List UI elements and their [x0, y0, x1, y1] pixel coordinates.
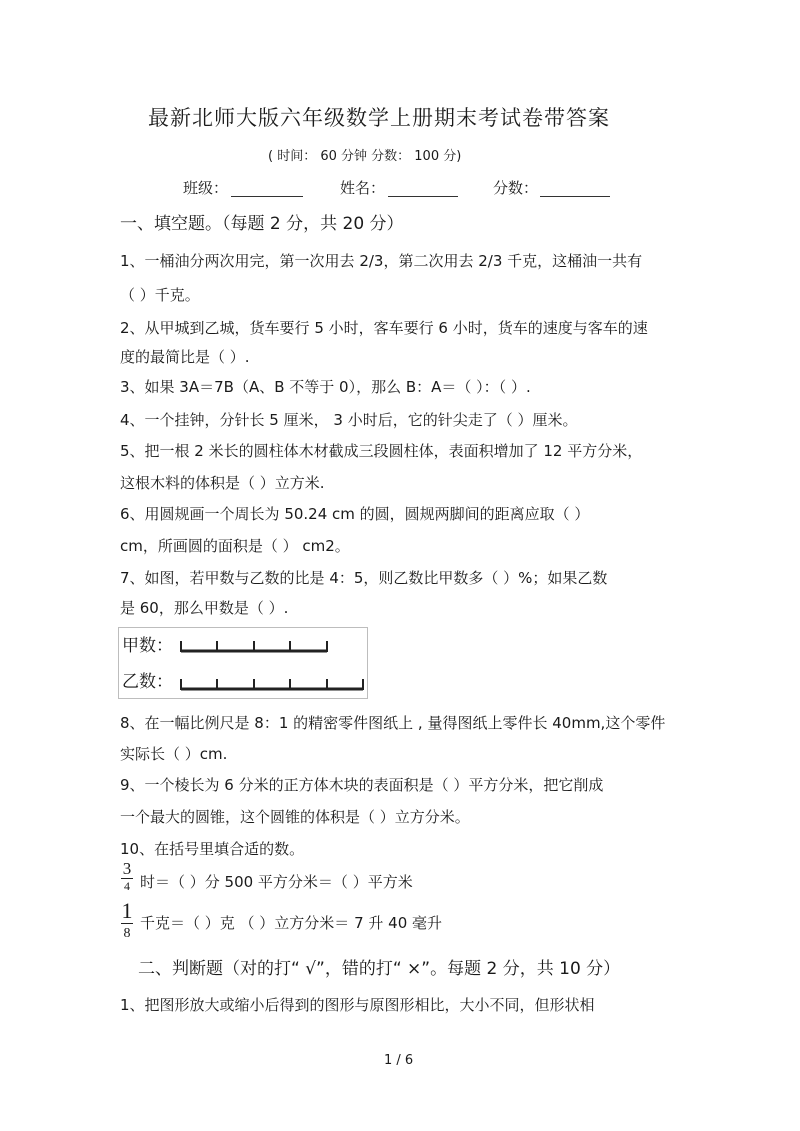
class-label: 班级： [183, 179, 229, 197]
question-9-line-2: 一个最大的圆锥，这个圆锥的体积是（ ）立方分米。 [120, 808, 470, 826]
fraction-three-quarters [120, 861, 134, 892]
section-heading-fill-blank: 一、填空题。（每题 2 分，共 20 分） [120, 214, 404, 234]
section-heading-judgement: 二、判断题（对的打“ √”，错的打“ ×”。每题 2 分，共 10 分） [138, 959, 621, 979]
segment-bar-yi [181, 679, 363, 690]
question-1-line-1: 1、一桶油分两次用完，第一次用去 2/3，第二次用去 2/3 千克，这桶油一共有 [120, 252, 643, 270]
question-2-line-2: 度的最简比是（ ）. [120, 348, 250, 366]
question-4-line-1: 4、一个挂钟，分针长 5 厘米， 3 小时后，它的针尖走了（ ）厘米。 [120, 411, 578, 429]
question-10-line-1: 10、在括号里填合适的数。 [120, 840, 305, 858]
fraction-denominator: 4 [124, 879, 130, 893]
fraction-line [121, 923, 133, 924]
segment-bar-jia [181, 641, 327, 652]
question-5-line-1: 5、把一根 2 米长的圆柱体木材截成三段圆柱体，表面积增加了 12 平方分米， [120, 442, 643, 460]
fraction-numerator: 1 [121, 898, 133, 923]
question-2-line-1: 2、从甲城到乙城，货车要行 5 小时，客车要行 6 小时，货车的速度与客车的速 [120, 319, 648, 337]
segment-label-yi: 乙数： [122, 672, 173, 692]
fraction-denominator: 8 [123, 926, 131, 941]
question-1-line-2: （ ）千克。 [120, 286, 200, 304]
ratio-segment-figure [118, 627, 368, 699]
page-number: 1 / 6 [384, 1053, 414, 1068]
fraction-one-eighth [120, 898, 134, 942]
question-10-row-1-text: 时＝（ ）分 500 平方分米＝（ ）平方米 [140, 873, 413, 891]
fraction-numerator: 3 [122, 859, 132, 878]
class-field[interactable] [231, 182, 303, 197]
segment-bars [119, 628, 367, 698]
question-6-line-1: 6、用圆规画一个周长为 50.24 cm 的圆，圆规两脚间的距离应取（ ） [120, 505, 590, 523]
question-8-line-1: 8、在一幅比例尺是 8：1 的精密零件图纸上 , 量得图纸上零件长 40mm,这个零件 [120, 714, 666, 732]
question-8-line-2: 实际长（ ）cm. [120, 745, 228, 763]
time-info: ( 时间： 60 分钟 分数： 100 分) [268, 149, 462, 164]
question-7-line-1: 7、如图，若甲数与乙数的比是 4：5，则乙数比甲数多（ ）%；如果乙数 [120, 569, 608, 587]
segment-label-jia: 甲数： [122, 636, 173, 656]
question-9-line-1: 9、一个棱长为 6 分米的正方体木块的表面积是（ ）平方分米，把它削成 [120, 776, 604, 794]
question-3-line-1: 3、如果 3A＝7B（A、B 不等于 0），那么 B：A＝（ ）：（ ）. [120, 378, 531, 396]
judgement-question-1-line-1: 1、把图形放大或缩小后得到的图形与原图形相比，大小不同，但形状相 [120, 996, 595, 1014]
score-label: 分数： [493, 179, 539, 197]
question-6-line-2: cm，所画圆的面积是（ ） cm2。 [120, 537, 350, 555]
score-field[interactable] [540, 182, 610, 197]
question-10-row-2-text: 千克＝（ ）克 （ ）立方分米＝ 7 升 40 毫升 [140, 914, 443, 932]
name-field[interactable] [388, 182, 458, 197]
name-label: 姓名： [340, 179, 386, 197]
page-title: 最新北师大版六年级数学上册期末考试卷带答案 [148, 106, 610, 130]
question-5-line-2: 这根木料的体积是（ ）立方米. [120, 474, 325, 492]
question-7-line-2: 是 60，那么甲数是（ ）. [120, 599, 289, 617]
